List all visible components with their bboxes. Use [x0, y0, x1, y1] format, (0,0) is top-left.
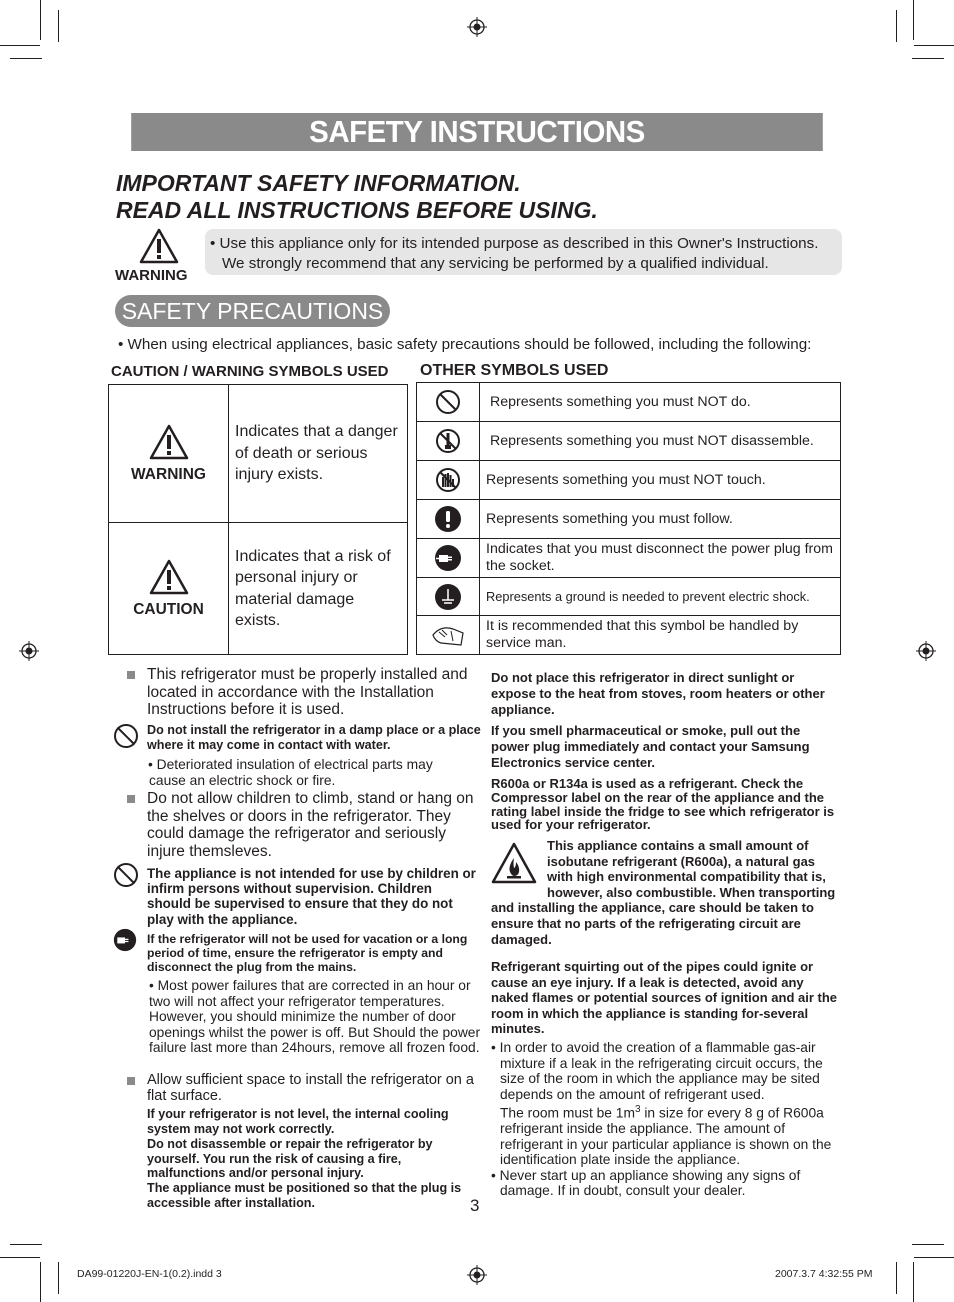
- crop-mark: [896, 1262, 897, 1294]
- warning-triangle-icon: [149, 424, 189, 460]
- table-row: [417, 616, 841, 655]
- power-failure-note: • Most power failures that are corrected in an hour or two will not affect your refrigerator temperatures. However, you should minimize the number of door openings whilst the power is off. But Should the power failure last more than 24hours, remove all frozen food.: [149, 978, 481, 1055]
- bullet-square-icon: [127, 1077, 135, 1085]
- smell-warning: If you smell pharmaceutical or smoke, pull out the power plug immediately and contact your Samsung Electronics service center.: [491, 723, 810, 770]
- registration-mark-icon: [467, 1265, 487, 1285]
- table-row: [417, 539, 841, 578]
- level-note: If your refrigerator is not level, the internal cooling system may not work correctly.: [147, 1107, 449, 1136]
- gas-mixture-note: • In order to avoid the creation of a flammable gas-air mixture if a leak in the refrigerating circuit occurs, the size of the room in which the appliance may be sited depends on the amount of refrigerant used.: [491, 1040, 823, 1102]
- crop-mark: [10, 58, 42, 59]
- table-row: [109, 385, 408, 523]
- registration-mark-icon: [467, 17, 487, 37]
- warning-line-2: We strongly recommend that any servicing be performed by a qualified individual.: [222, 255, 769, 272]
- squirting-warning: Refrigerant squirting out of the pipes could ignite or cause an eye injury. If a leak is detected, avoid any naked flames or potential sources of ignition and air the room in which the appliance is standing for-several minutes.: [491, 959, 838, 1037]
- crop-mark: [58, 1262, 59, 1294]
- caution-symbols-table: [108, 384, 408, 655]
- table-row: [417, 383, 841, 422]
- symbol-description: It is recommended that this symbol be handled by service man.: [480, 616, 841, 655]
- caution-symbol-cell: [109, 523, 229, 655]
- safety-precautions-heading: SAFETY PRECAUTIONS: [115, 295, 390, 327]
- caution-table-heading: CAUTION / WARNING SYMBOLS USED: [111, 363, 389, 380]
- registration-mark-icon: [916, 641, 936, 661]
- crop-mark: [0, 1257, 40, 1258]
- prohibited-icon: [435, 389, 461, 415]
- symbol-description: Represents something you must NOT disassemble.: [480, 422, 841, 461]
- caution-label: CAUTION: [133, 600, 204, 618]
- footer-file: DA99-01220J-EN-1(0.2).indd 3: [77, 1268, 222, 1280]
- important-heading: [116, 170, 598, 224]
- symbol-cell: [417, 500, 480, 539]
- room-size-suffix: in size for every 8 g of R600a refrigerant inside the appliance. The amount of refrigerant in your particular appliance is shown on the identification plate inside the appliance.: [500, 1105, 832, 1168]
- no-touch-icon: [435, 467, 461, 493]
- damage-note: • Never start up an appliance showing any signs of damage. If in doubt, consult your dealer.: [491, 1167, 801, 1199]
- cubic-superscript: 3: [634, 1104, 641, 1115]
- page-number: 3: [470, 1196, 480, 1215]
- registration-mark-icon: [19, 641, 39, 661]
- warning-triangle-icon: [139, 228, 179, 264]
- symbol-cell: [417, 422, 480, 461]
- crop-mark: [896, 10, 897, 42]
- space-text: Allow sufficient space to install the refrigerator on a flat surface.: [147, 1072, 474, 1104]
- plug-access-note: The appliance must be positioned so that the plug is accessible after installation.: [147, 1181, 462, 1210]
- exclamation-icon: [434, 505, 462, 533]
- warning-description: Indicates that a danger of death or serious injury exists.: [229, 385, 408, 523]
- page-title: SAFETY INSTRUCTIONS: [131, 113, 823, 151]
- important-line-1: IMPORTANT SAFETY INFORMATION.: [116, 170, 521, 196]
- other-symbols-heading: OTHER SYMBOLS USED: [420, 362, 609, 379]
- crop-mark: [58, 10, 59, 42]
- crop-mark: [913, 0, 914, 40]
- no-disassemble-icon: [435, 428, 461, 454]
- crop-mark: [40, 1262, 41, 1302]
- symbol-cell: [417, 461, 480, 500]
- children-supervision-warning: The appliance is not intended for use by children or infirm persons without supervision. Children should be supervised to ensure that they do not play with the appliance.: [147, 866, 476, 927]
- precautions-intro: • When using electrical appliances, basic safety precautions should be followed, including the following:: [118, 336, 812, 353]
- warning-symbol-cell: [109, 385, 229, 523]
- unplug-icon: [113, 928, 137, 952]
- crop-mark: [914, 45, 954, 46]
- room-size-line: [491, 1102, 841, 1168]
- icon-spacer: [491, 838, 547, 886]
- unplug-icon: [434, 544, 462, 572]
- vacation-unplug-warning: If the refrigerator will not be used for vacation or a long period of time, ensure the refrigerator is empty and disconnect the plug from the mains.: [147, 932, 468, 974]
- crop-mark: [912, 1244, 944, 1245]
- table-row: [417, 461, 841, 500]
- children-climb-text: Do not allow children to climb, stand or hang on the shelves or doors in the refrigerator. They could damage the refrigerator and seriously injure themsleves.: [147, 790, 474, 860]
- isobutane-note: [491, 838, 836, 947]
- caution-triangle-icon: [149, 559, 189, 595]
- refrigerant-check: R600a or R134a is used as a refrigerant. Check the Compressor label on the rear of the appliance and the rating label inside the fridge to see which refrigerator is used for your refrigerator.: [491, 776, 835, 833]
- bullet-square-icon: [127, 671, 135, 679]
- symbol-cell: [417, 578, 480, 616]
- crop-mark: [10, 1244, 42, 1245]
- damp-place-warning: Do not install the refrigerator in a damp place or a place where it may come in contact with water.: [147, 723, 481, 752]
- crop-mark: [914, 1257, 954, 1258]
- warning-text: [210, 234, 850, 274]
- warning-label: WARNING: [131, 465, 206, 483]
- crop-mark: [913, 1262, 914, 1302]
- service-man-icon: [431, 623, 465, 647]
- symbol-description: Indicates that you must disconnect the power plug from the socket.: [480, 539, 841, 578]
- symbol-cell: [417, 383, 480, 422]
- insulation-note: • Deteriorated insulation of electrical parts may cause an electric shock or fire.: [148, 757, 433, 788]
- crop-mark: [912, 58, 944, 59]
- disassemble-note: Do not disassemble or repair the refrigerator by yourself. You run the risk of causing a fire, malfunctions and/or personal injury.: [147, 1137, 433, 1180]
- symbol-description: Represents something you must NOT do.: [480, 383, 841, 422]
- table-row: [417, 422, 841, 461]
- warning-label: WARNING: [115, 267, 188, 284]
- ground-icon: [434, 583, 462, 611]
- prohibited-icon: [114, 724, 138, 748]
- bullet-square-icon: [127, 795, 135, 803]
- table-row: [417, 578, 841, 616]
- symbol-cell: [417, 616, 480, 655]
- install-properly-text: This refrigerator must be properly installed and located in accordance with the Installation Instructions before it is used.: [147, 666, 468, 718]
- symbol-description: Represents something you must follow.: [480, 500, 841, 539]
- other-symbols-table: [416, 382, 841, 655]
- room-size-note: [491, 1040, 841, 1199]
- room-size-prefix: The room must be 1m: [500, 1105, 635, 1121]
- footer-date: 2007.3.7 4:32:55 PM: [775, 1268, 873, 1280]
- important-line-2: READ ALL INSTRUCTIONS BEFORE USING.: [116, 197, 598, 223]
- isobutane-text: This appliance contains a small amount of isobutane refrigerant (R600a), a natural gas with high environmental compatibility that is, however, also combustible. When transporting and installing the appliance, care should be taken to ensure that no parts of the refrigerating circuit are damaged.: [491, 838, 836, 947]
- table-row: [417, 500, 841, 539]
- warning-line-1: • Use this appliance only for its intended purpose as described in this Owner's Instructions.: [210, 235, 819, 252]
- symbol-cell: [417, 539, 480, 578]
- caution-description: Indicates that a risk of personal injury or material damage exists.: [229, 523, 408, 655]
- crop-mark: [0, 45, 40, 46]
- table-row: [109, 523, 408, 655]
- crop-mark: [40, 0, 41, 40]
- sunlight-warning: Do not place this refrigerator in direct sunlight or expose to the heat from stoves, room heaters or other appliance.: [491, 670, 825, 717]
- symbol-description: Represents a ground is needed to prevent electric shock.: [480, 578, 841, 616]
- prohibited-icon: [114, 863, 138, 887]
- symbol-description: Represents something you must NOT touch.: [480, 461, 841, 500]
